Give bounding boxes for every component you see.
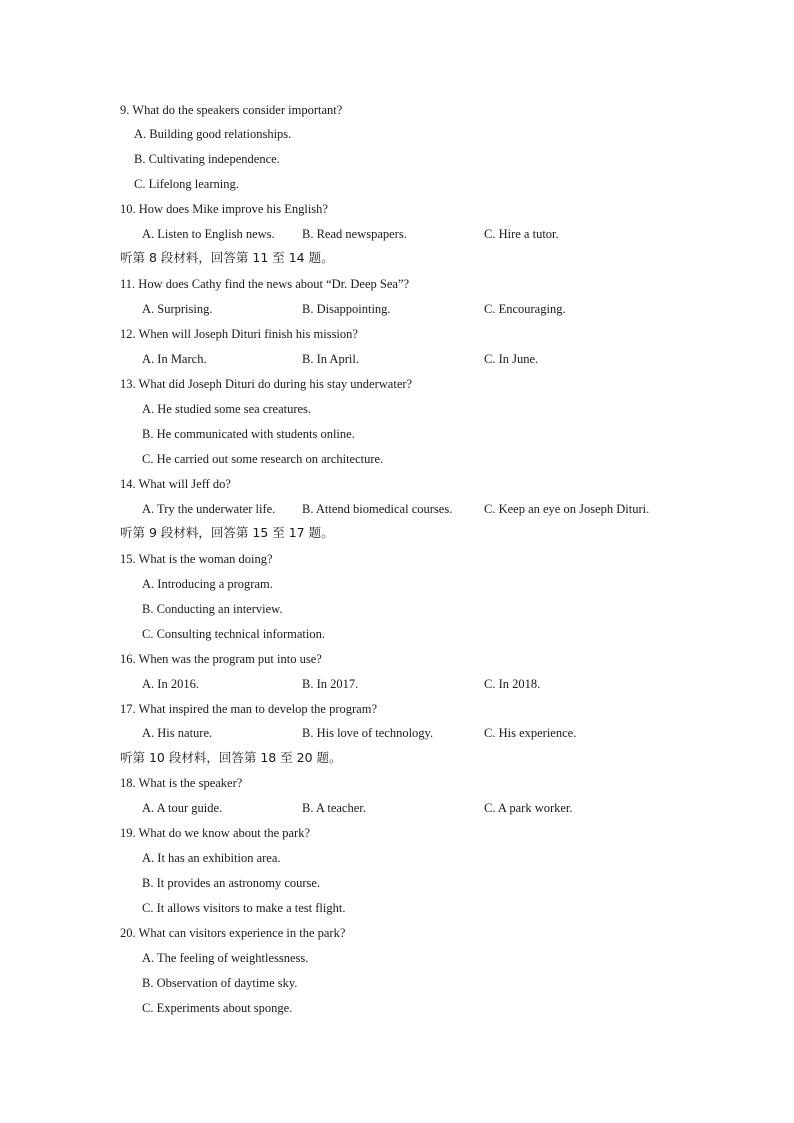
- question-11-option-a: A. Surprising.: [142, 302, 213, 316]
- section-10-heading: 听第 10 段材料，回答第 18 至 20 题。: [120, 750, 342, 765]
- section-8-heading: 听第 8 段材料，回答第 11 至 14 题。: [120, 250, 334, 265]
- question-14-option-a: A. Try the underwater life.: [142, 502, 276, 516]
- question-13-option-b: B. He communicated with students online.: [142, 427, 355, 441]
- section-9-heading: 听第 9 段材料，回答第 15 至 17 题。: [120, 525, 334, 540]
- question-12-option-c: C. In June.: [484, 352, 539, 366]
- question-13-option-c: C. He carried out some research on architecture.: [142, 452, 384, 466]
- question-20-option-c: C. Experiments about sponge.: [142, 1001, 293, 1015]
- question-11-option-c: C. Encouraging.: [484, 302, 566, 316]
- question-16-option-b: B. In 2017.: [302, 677, 359, 691]
- question-13-stem: 13. What did Joseph Dituri do during his stay underwater?: [120, 377, 413, 391]
- question-19-option-c: C. It allows visitors to make a test flight.: [142, 901, 346, 915]
- question-16-stem: 16. When was the program put into use?: [120, 652, 322, 666]
- question-12-option-b: B. In April.: [302, 352, 359, 366]
- question-10-option-b: B. Read newspapers.: [302, 227, 407, 241]
- question-10-option-a: A. Listen to English news.: [142, 227, 275, 241]
- question-11-stem: 11. How does Cathy find the news about “Dr. Deep Sea”?: [120, 277, 410, 291]
- question-10-option-c: C. Hire a tutor.: [484, 227, 559, 241]
- question-14-option-c: C. Keep an eye on Joseph Dituri.: [484, 502, 650, 516]
- question-19-option-a: A. It has an exhibition area.: [142, 851, 281, 865]
- question-10-stem: 10. How does Mike improve his English?: [120, 202, 328, 216]
- question-11-option-b: B. Disappointing.: [302, 302, 391, 316]
- question-16-option-a: A. In 2016.: [142, 677, 199, 691]
- question-17-option-b: B. His love of technology.: [302, 726, 434, 740]
- question-20-option-b: B. Observation of daytime sky.: [142, 976, 298, 990]
- question-20-stem: 20. What can visitors experience in the park?: [120, 926, 346, 940]
- question-12-stem: 12. When will Joseph Dituri finish his mission?: [120, 327, 358, 341]
- question-14-stem: 14. What will Jeff do?: [120, 477, 231, 491]
- question-19-option-b: B. It provides an astronomy course.: [142, 876, 321, 890]
- question-12-option-a: A. In March.: [142, 352, 207, 366]
- question-15-option-b: B. Conducting an interview.: [142, 602, 283, 616]
- question-18-option-c: C. A park worker.: [484, 801, 573, 815]
- question-17-option-a: A. His nature.: [142, 726, 213, 740]
- question-15-option-c: C. Consulting technical information.: [142, 627, 325, 641]
- question-20-option-a: A. The feeling of weightlessness.: [142, 951, 309, 965]
- question-17-option-c: C. His experience.: [484, 726, 577, 740]
- question-17-stem: 17. What inspired the man to develop the program?: [120, 702, 377, 716]
- question-15-stem: 15. What is the woman doing?: [120, 552, 273, 566]
- question-9-option-b: B. Cultivating independence.: [134, 152, 280, 166]
- question-13-option-a: A. He studied some sea creatures.: [142, 402, 312, 416]
- question-9-option-c: C. Lifelong learning.: [134, 177, 239, 191]
- question-18-stem: 18. What is the speaker?: [120, 776, 243, 790]
- question-9-stem: 9. What do the speakers consider important?: [120, 103, 343, 117]
- question-9-option-a: A. Building good relationships.: [134, 127, 292, 141]
- question-18-option-a: A. A tour guide.: [142, 801, 223, 815]
- question-15-option-a: A. Introducing a program.: [142, 577, 273, 591]
- question-19-stem: 19. What do we know about the park?: [120, 826, 310, 840]
- question-14-option-b: B. Attend biomedical courses.: [302, 502, 453, 516]
- question-18-option-b: B. A teacher.: [302, 801, 366, 815]
- question-16-option-c: C. In 2018.: [484, 677, 541, 691]
